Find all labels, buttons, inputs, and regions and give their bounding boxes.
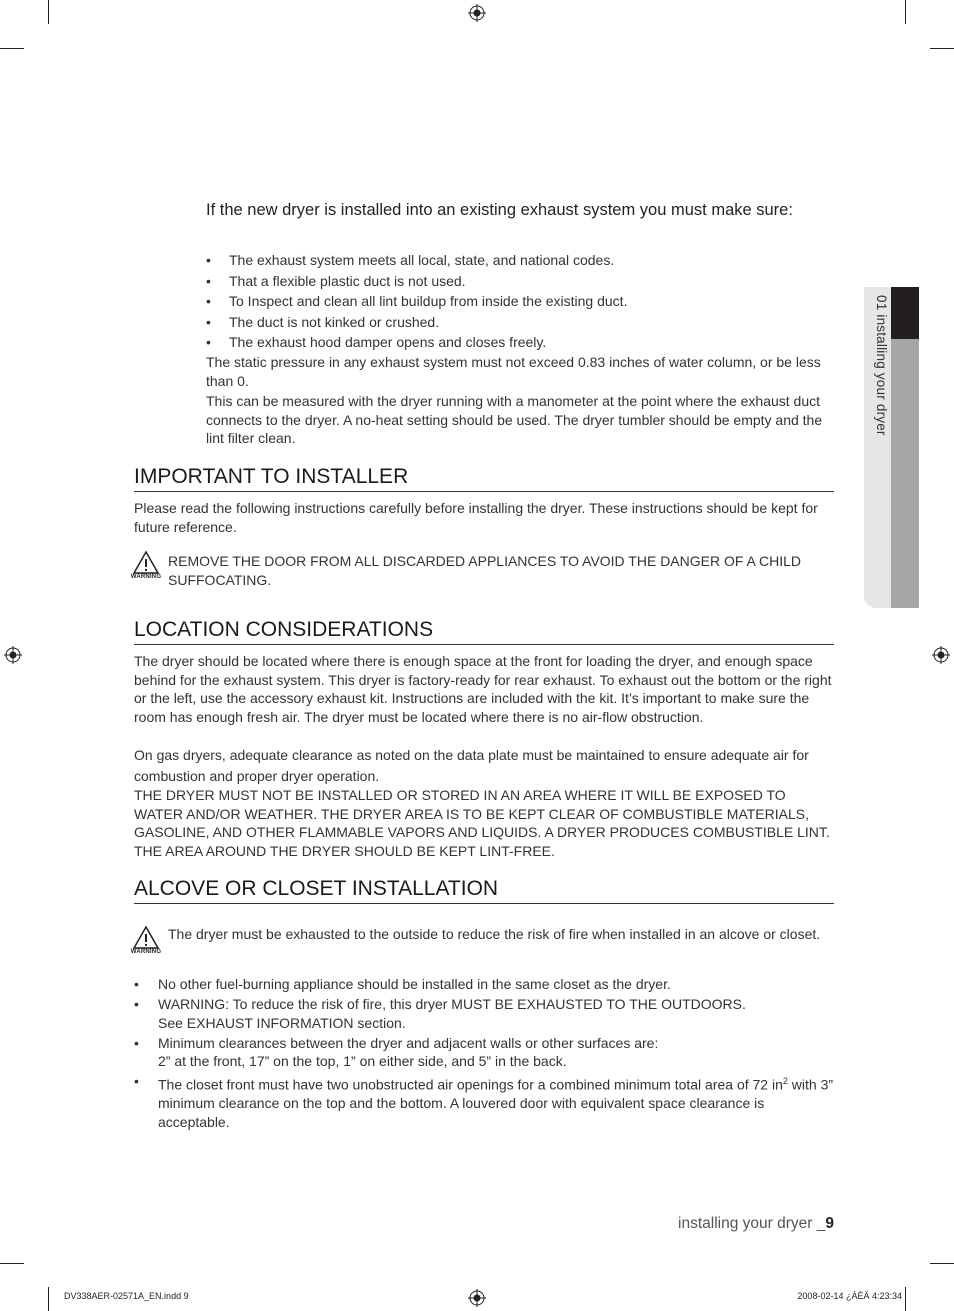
registration-mark-icon [468,4,486,22]
crop-mark [48,1287,49,1311]
alcove-requirements-list [134,975,834,1133]
manometer-paragraph: This can be measured with the dryer running with a manometer at the point where the exhaust duct connects to the dryer. A no-heat setting should be used. The dryer tumbler should be empty and the lint filter clean. [206,393,823,446]
intro-title: If the new dryer is installed into an existing exhaust system you must make sure: [206,201,793,219]
list-item-text: with 3” minimum clearance on the top and the bottom. A louvered door with equivalent space clearance is acceptable. [158,1076,834,1130]
list-item: • The exhaust hood damper opens and closes freely. [206,332,826,353]
list-item-text: • No other fuel-burning appliance should be installed in the same closet as the dryer. [158,976,671,992]
footer-section-label: installing your dryer _ [678,1215,826,1232]
dryer-placement-warning: THE DRYER MUST NOT BE INSTALLED OR STORED IN AN AREA WHERE IT WILL BE EXPOSED TO WATER AND/OR WEATHER. THE DRYER AREA IS TO BE KEPT CLEAR OF COMBUSTIBLE MATERIALS, GASOLINE, AND OTHER FLAMMABLE VAPORS AND LIQUIDS. A DRYER PRODUCES COMBUSTIBLE LINT. THE AREA AROUND THE DRYER SHOULD BE KEPT LINT-FREE. [134,787,830,859]
list-item [134,995,834,1032]
crop-mark [905,0,906,24]
crop-mark [48,0,49,24]
installer-paragraph: Please read the following instructions carefully before installing the dryer. These instructions should be kept for future reference. [134,500,818,535]
static-pressure-paragraph: The static pressure in any exhaust system must not exceed 0.83 inches of water column, or be less than 0. [206,354,821,389]
registration-mark-icon [4,646,22,664]
crop-mark [0,48,24,49]
chapter-side-tab [864,287,919,608]
side-tab-bar [891,339,919,608]
section-heading-alcove: ALCOVE OR CLOSET INSTALLATION [134,877,834,904]
door-warning-text: REMOVE THE DOOR FROM ALL DISCARDED APPLIANCES TO AVOID THE DANGER OF A CHILD SUFFOCATING. [168,553,802,588]
list-item-text: See EXHAUST INFORMATION section. [158,1014,406,1031]
section-heading-installer: IMPORTANT TO INSTALLER [134,465,834,492]
list-item: • That a flexible plastic duct is not used. [206,271,826,292]
list-item: • The exhaust system meets all local, state, and national codes. [206,250,826,271]
section-heading-location: LOCATION CONSIDERATIONS [134,618,834,645]
print-slug-file: DV338AER-02571A_EN.indd 9 [64,1291,189,1301]
location-paragraph: The dryer should be located where there is enough space at the front for loading the dryer, and enough space behind for the exhaust system. This dryer is factory-ready for rear exhaust. To exhaust out the bottom or the right or the left, use the accessory exhaust kit. Instructions are included with the kit. It’s important to make sure the room has enough fresh air. The dryer must be located where there is no air-flow obstruction. [134,653,832,725]
side-tab-label: 01 installing your dryer [874,295,889,436]
gas-dryer-paragraph: On gas dryers, adequate clearance as noted on the data plate must be maintained to ensure adequate air for combustion and proper dryer operation. [134,747,809,784]
list-item-text: 2” at the front, 17” on the top, 1” on either side, and 5” in the back. [158,1053,567,1069]
crop-mark [0,1263,24,1264]
registration-mark-icon [468,1289,486,1307]
list-item: • The duct is not kinked or crushed. [206,312,826,333]
list-item-text: The closet front must have two unobstructed air openings for a combined minimum total area of 72 in [158,1076,783,1093]
page-number: 9 [825,1215,834,1232]
crop-mark [930,1263,954,1264]
list-item-text: • WARNING: To reduce the risk of fire, this dryer MUST BE EXHAUSTED TO THE OUTDOORS. [158,996,746,1012]
warning-icon [128,550,164,584]
page-footer [560,1215,834,1233]
list-item [134,975,834,994]
side-tab-marker [891,287,919,339]
crop-mark [930,48,954,49]
list-item-text: • Minimum clearances between the dryer and adjacent walls or other surfaces are: [158,1034,659,1051]
exhaust-checklist [206,250,826,353]
list-item: • To Inspect and clean all lint buildup from inside the existing duct. [206,291,826,312]
warning-label: WARNING [130,574,162,580]
warning-icon [128,925,164,959]
print-slug-date: 2008-02-14 ¿ÀÈÄ 4:23:34 [797,1291,902,1301]
warning-label: WARNING [130,949,162,955]
registration-mark-icon [932,646,950,664]
crop-mark [905,1287,906,1311]
superscript: 2 [782,1076,788,1086]
list-item [134,1072,834,1131]
alcove-warning-text: The dryer must be exhausted to the outside to reduce the risk of fire when installed in an alcove or closet. [168,926,821,942]
list-item [134,1034,834,1071]
